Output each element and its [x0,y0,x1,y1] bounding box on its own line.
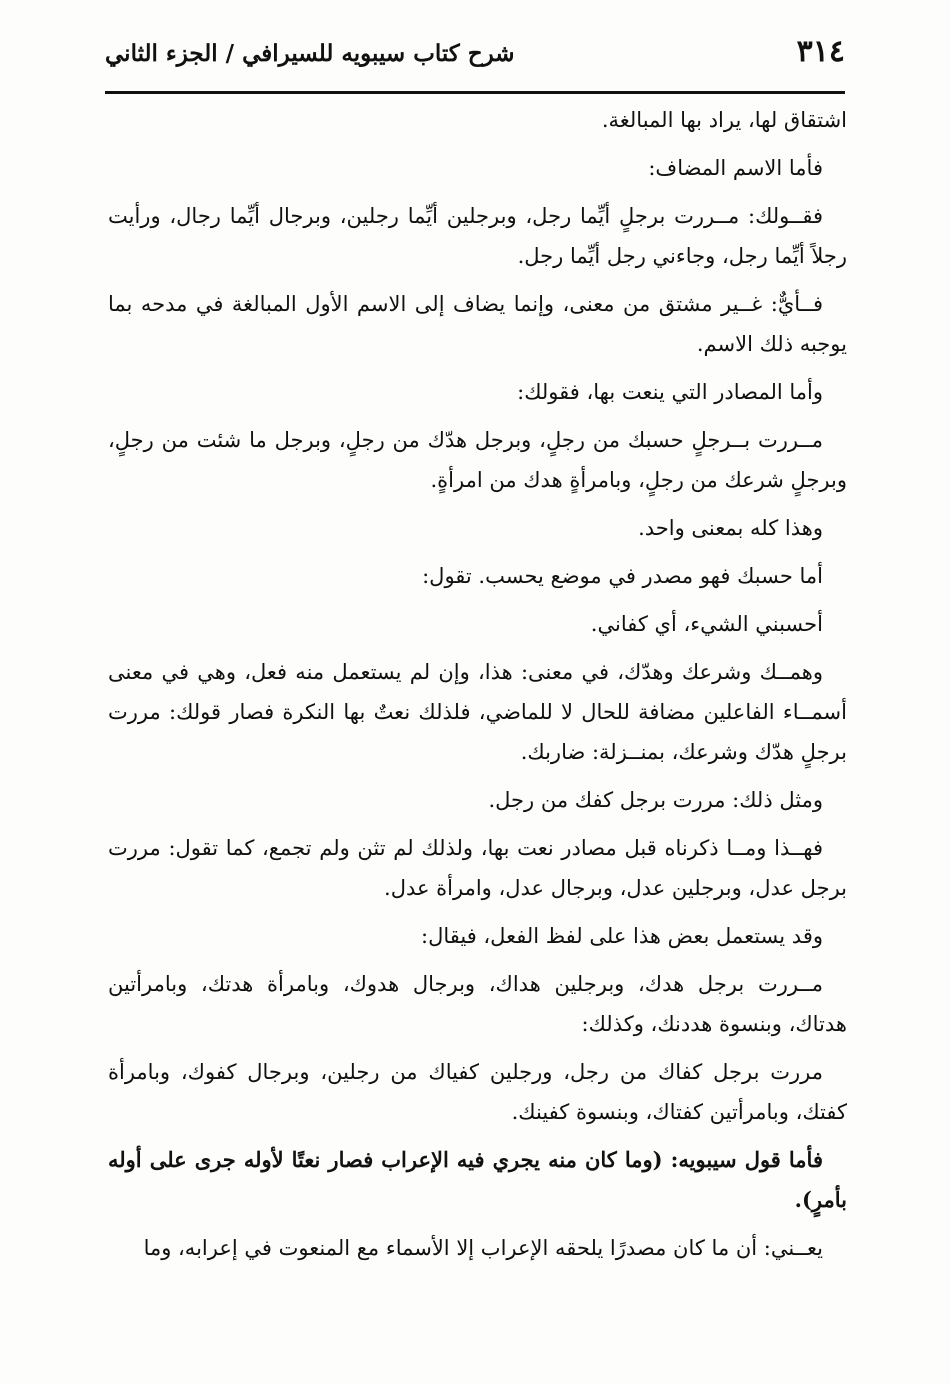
paragraph: وهمــك وشرعك وهدّك، في معنى: هذا، وإن لم يستعمل منه فعل، وهي في معنى أسمــاء الفاعلين مضافة للحال لا للماضي، فلذلك نعتٌ بها النكرة فصار قولك: مررت برجلٍ هدّك وشرعك، بمنــزلة: ضاربك. [108,660,847,764]
paragraph: اشتقاق لها، يراد بها المبالغة. [601,108,847,132]
paragraph: يعــني: أن ما كان مصدرًا يلحقه الإعراب إلا الأسماء مع المنعوت في إعرابه، وما [143,1236,823,1260]
paragraph: فقــولك: مــررت برجلٍ أيِّما رجل، وبرجلين أيِّما رجلين، وبرجال أيِّما رجال، ورأيت رجلاً أيِّما رجل، وجاءني رجل أيِّما رجل. [108,204,847,268]
paragraph: مــررت بــرجلٍ حسبك من رجلٍ، وبرجل هدّك من رجلٍ، وبرجل ما شئت من رجلٍ، وبرجلٍ شرعك من رجلٍ، وبامرأةٍ هدك من امرأةٍ. [108,428,847,492]
paragraph: وهذا كله بمعنى واحد. [638,516,823,540]
header-rule [105,91,845,94]
paragraph: وقد يستعمل بعض هذا على لفظ الفعل، فيقال: [421,924,823,948]
paragraph: مررت برجل كفاك من رجل، ورجلين كفياك من رجلين، وبرجال كفوك، وبامرأة كفتك، وبامرأتين كفتاك، وبنسوة كفينك. [108,1060,847,1124]
paragraph: ومثل ذلك: مررت برجل كفك من رجل. [488,788,823,812]
paragraph: فأما الاسم المضاف: [648,156,823,180]
paragraph: فهــذا ومــا ذكرناه قبل مصادر نعت بها، ولذلك لم تثن ولم تجمع، كما تقول: مررت برجل عدل، وبرجلين عدل، وبرجال عدل، وامرأة عدل. [108,836,847,900]
paragraph: أحسبني الشيء، أي كفاني. [590,612,823,636]
paragraph: أما حسبك فهو مصدر في موضع يحسب. تقول: [422,564,823,588]
page-header [105,30,845,94]
page-number: ٣١٤ [796,34,845,69]
paragraph: وأما المصادر التي ينعت بها، فقولك: [517,380,823,404]
running-title: شرح كتاب سيبويه للسيرافي / الجزء الثاني [105,40,515,67]
paragraph: فأما قول سيبويه: (وما كان منه يجري فيه الإعراب فصار نعتًا لأوله جرى على أوله بأمرٍ). [108,1147,847,1212]
paragraph: مــررت برجل هدك، وبرجلين هداك، وبرجال هدوك، وبامرأة هدتك، وبامرأتين هدتاك، وبنسوة هددنك، وكذلك: [108,972,847,1036]
page-body [108,100,847,1276]
paragraph: فــأيٌّ: غــير مشتق من معنى، وإنما يضاف إلى الاسم الأول المبالغة في مدحه بما يوجبه ذلك الاسم. [108,292,847,356]
